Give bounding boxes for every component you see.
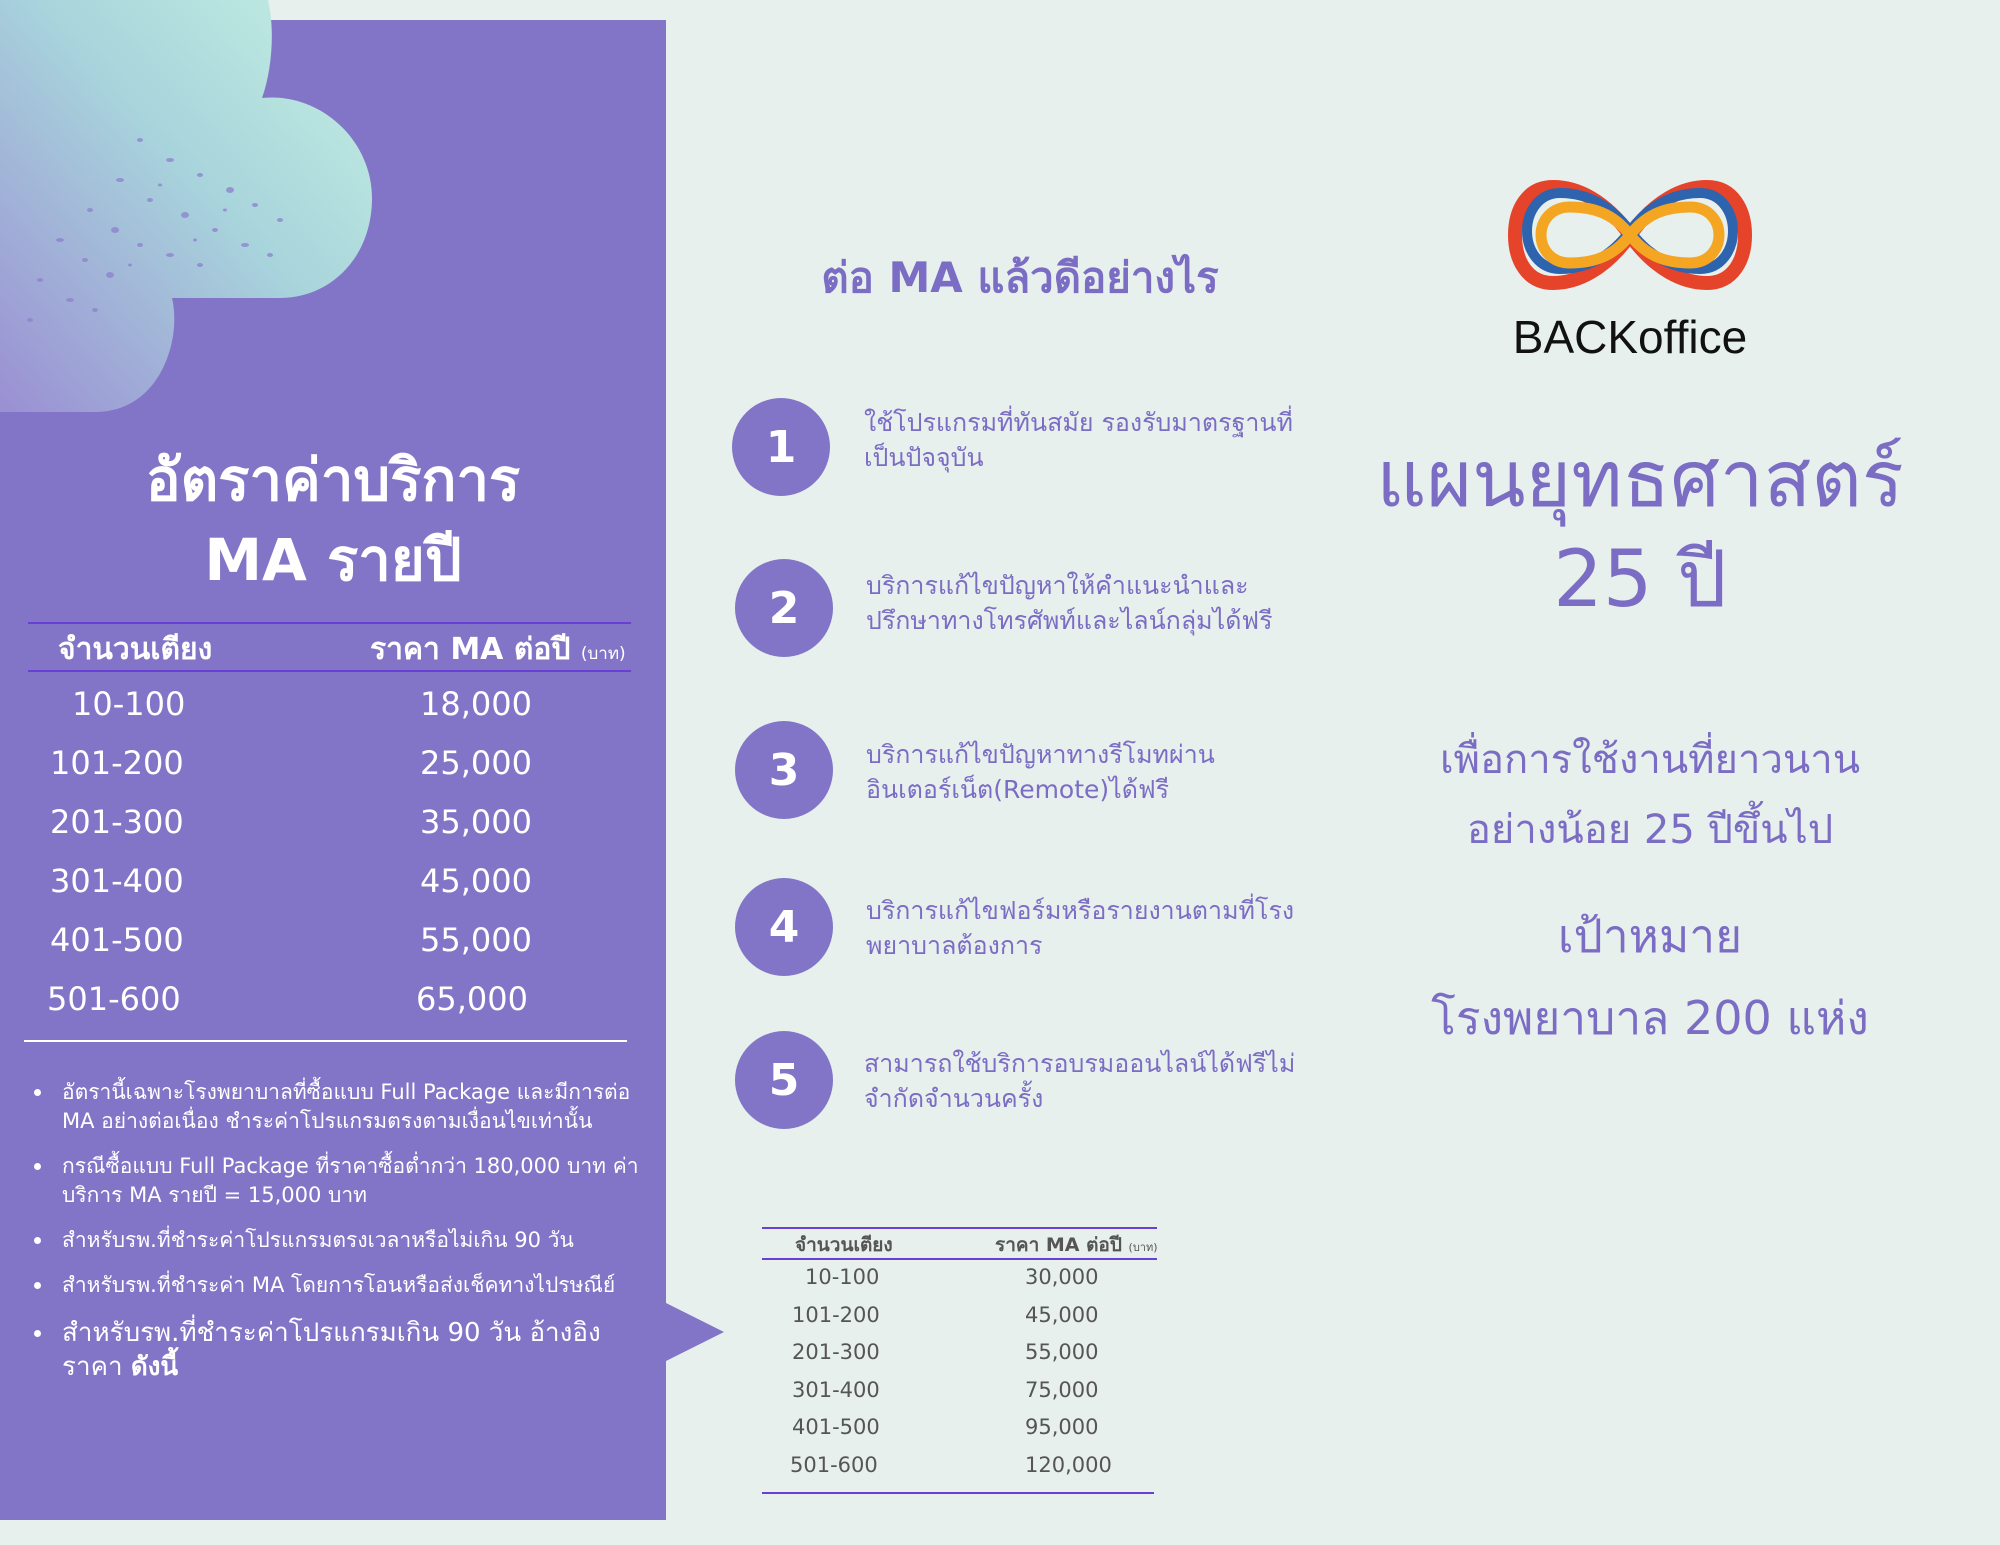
purpose-text [1350,725,1950,865]
table-row-beds: 101-200 [50,744,184,782]
strategy-line2: 25 ปี [1553,535,1727,625]
condition-item: อัตรานี้เฉพาะโรงพยาบาลที่ซื้อแบบ Full Package และมีการต่อ MA อย่างต่อเนื่อง ชำระค่าโปรแกรมตรงตามเงื่อนไขเท่านั้น [28,1078,648,1136]
condition-item-late-payment [28,1316,648,1384]
small-table-row-price: 120,000 [1025,1453,1112,1477]
small-table-row-price: 30,000 [1025,1265,1099,1289]
step-number-badge: 5 [735,1031,833,1129]
col-header-price-label: ราคา MA ต่อปี [370,632,571,667]
table-row-price: 45,000 [420,862,532,900]
goal-line2: โรงพยาบาล 200 แห่ง [1431,991,1869,1045]
small-table-row-beds: 101-200 [792,1303,880,1327]
table-row-price: 65,000 [416,980,528,1018]
col-header-beds: จำนวนเตียง [58,632,213,667]
pricing-title-line2: MA รายปี [204,526,462,594]
step-number-badge: 3 [735,721,833,819]
col-header-price [370,626,626,673]
condition-item: สำหรับรพ.ที่ชำระค่า MA โดยการโอนหรือส่งเช็คทางไปรษณีย์ [28,1271,648,1300]
benefits-title: ต่อ MA แล้วดีอย่างไร [821,253,1219,302]
conditions-list [28,1078,648,1400]
col-header-unit: (บาท) [580,644,626,664]
small-table-row-price: 55,000 [1025,1340,1099,1364]
small-table-header-rule [762,1258,1157,1260]
step-text: บริการแก้ไขฟอร์มหรือรายงานตามที่โรงพยาบาลต้องการ [866,896,1295,960]
late-payment-emphasis: ดังนี้ [130,1352,179,1382]
table-header-rule [28,670,631,672]
late-payment-text: สำหรับรพ.ที่ชำระค่าโปรแกรมเกิน 90 วัน อ้างอิงราคา [62,1318,601,1382]
small-table-row-beds: 401-500 [792,1415,880,1439]
small-table-row-beds: 501-600 [790,1453,878,1477]
table-row-price: 18,000 [420,685,532,723]
step-text: บริการแก้ไขปัญหาทางรีโมทผ่านอินเตอร์เน็ต(Remote)ได้ฟรี [866,740,1215,804]
goal-line1: เป้าหมาย [1557,909,1743,963]
pricing-title [0,440,666,600]
step-number-badge: 4 [735,878,833,976]
small-table-row-beds: 301-400 [792,1378,880,1402]
strategy-heading [1330,430,1950,630]
step-text: ใช้โปรแกรมที่ทันสมัย รองรับมาตรฐานที่เป็นปัจจุบัน [864,408,1293,472]
strategy-line1: แผนยุทธศาสตร์ [1376,435,1904,525]
backoffice-infinity-logo [1505,165,1755,305]
small-table-row-price: 95,000 [1025,1415,1099,1439]
brand-name: BACKoffice [1512,311,1748,363]
small-col-header-beds: จำนวนเตียง [795,1234,893,1256]
small-col-header-price-label: ราคา MA ต่อปี [995,1234,1122,1256]
step-number-badge: 1 [732,398,830,496]
condition-item: สำหรับรพ.ที่ชำระค่าโปรแกรมตรงเวลาหรือไม่เกิน 90 วัน [28,1226,648,1255]
small-table-row-beds: 201-300 [792,1340,880,1364]
step-text: สามารถใช้บริการอบรมออนไลน์ได้ฟรีไม่จำกัดจำนวนครั้ง [864,1049,1296,1113]
table-row-price: 35,000 [420,803,532,841]
table-top-rule [28,622,631,624]
goal-text [1350,895,1950,1059]
small-table-top-rule [762,1227,1157,1229]
pricing-title-line1: อัตราค่าบริการ [145,446,521,514]
step-number-badge: 2 [735,559,833,657]
arrow-pointer [664,1302,724,1362]
table-row-beds: 201-300 [50,803,184,841]
small-table-row-price: 75,000 [1025,1378,1099,1402]
cloud-decoration [0,0,380,420]
table-row-price: 55,000 [420,921,532,959]
step-text: บริการแก้ไขปัญหาให้คำแนะนำและปรึกษาทางโทรศัพท์และไลน์กลุ่มได้ฟรี [866,571,1273,635]
condition-item: กรณีซื้อแบบ Full Package ที่ราคาซื้อต่ำกว่า 180,000 บาท ค่าบริการ MA รายปี = 15,000 บาท [28,1152,648,1210]
table-row-price: 25,000 [420,744,532,782]
purpose-line1: เพื่อการใช้งานที่ยาวนาน [1439,737,1861,783]
table-row-beds: 501-600 [47,980,181,1018]
small-table-row-beds: 10-100 [805,1265,880,1289]
small-col-header-price [995,1230,1158,1260]
table-row-beds: 10-100 [72,685,186,723]
purpose-line2: อย่างน้อย 25 ปีขึ้นไป [1466,807,1834,853]
small-col-header-unit: (บาท) [1128,1241,1158,1254]
small-table-row-price: 45,000 [1025,1303,1099,1327]
table-bottom-rule [24,1040,627,1042]
table-row-beds: 301-400 [50,862,184,900]
table-row-beds: 401-500 [50,921,184,959]
small-table-bottom-rule [762,1492,1154,1494]
